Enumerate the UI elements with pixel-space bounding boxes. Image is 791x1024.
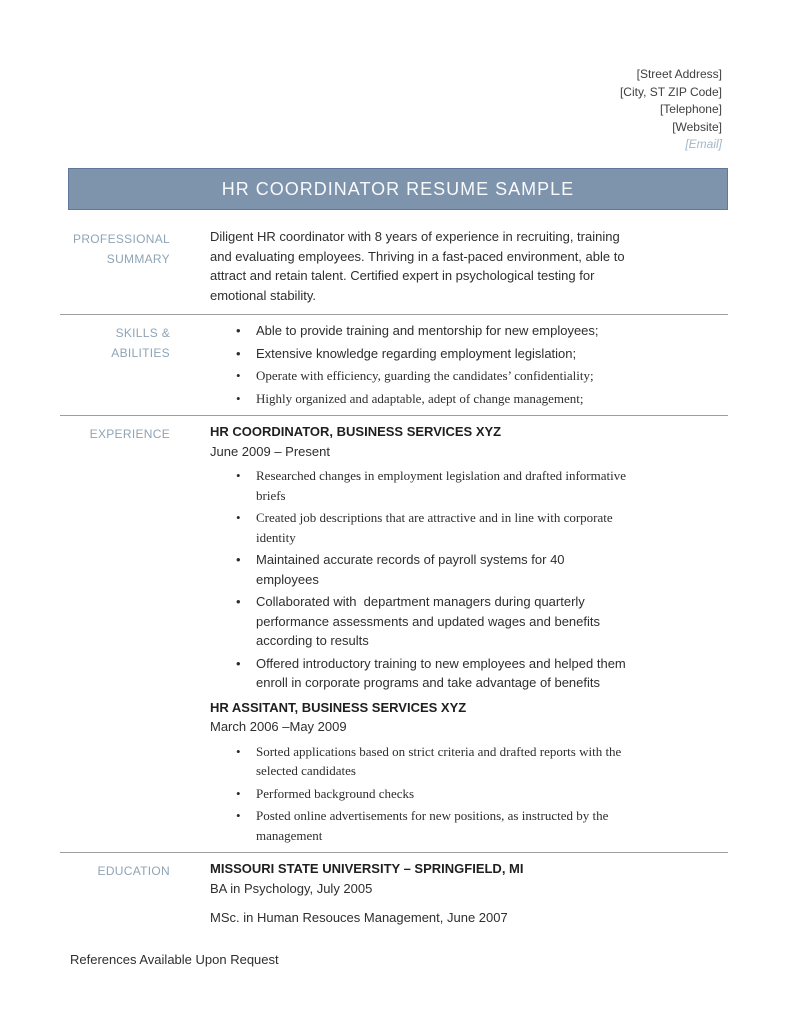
skill-item-4: • Highly organized and adaptable, adept of change management; — [210, 389, 628, 409]
education-degree-2: MSc. in Human Resouces Management, June 2007 — [210, 910, 508, 925]
job1-bullet-5: • Offered introductory training to new employees and helped them enroll in corporate programs and take advantage of benefits — [210, 654, 628, 693]
job2-bullet-list — [210, 742, 628, 846]
job1-bullet-3: • Maintained accurate records of payroll systems for 40 employees — [210, 550, 628, 589]
job2-bullet-3: • Posted online advertisements for new positions, as instructed by the management — [210, 806, 628, 845]
section-label-education: EDUCATION — [97, 864, 170, 878]
education-degree-1: BA in Psychology, July 2005 — [210, 880, 373, 896]
contact-telephone: [Telephone] — [659, 102, 722, 116]
section-skills-abilities — [60, 314, 728, 415]
skills-content — [210, 321, 628, 411]
section-education — [60, 852, 728, 932]
resume-body — [60, 225, 728, 967]
summary-content — [210, 227, 628, 305]
job1-bullet-2: • Created job descriptions that are attractive and in line with corporate identity — [210, 508, 628, 547]
title-banner — [68, 168, 728, 210]
section-label-professional-summary: PROFESSIONAL SUMMARY — [73, 232, 170, 266]
section-professional-summary — [60, 225, 728, 314]
contact-website: [Website] — [672, 119, 722, 134]
job2-dates: March 2006 –May 2009 — [210, 719, 347, 734]
skills-list — [210, 321, 628, 408]
skill-item-2: • Extensive knowledge regarding employment legislation; — [210, 344, 628, 364]
references-note: References Available Upon Request — [70, 951, 279, 967]
contact-street: [Street Address] — [636, 67, 722, 81]
job2-title: HR ASSITANT, BUSINESS SERVICES XYZ — [210, 699, 467, 715]
contact-block — [620, 66, 722, 154]
job1-bullet-4: • Collaborated with department managers during quarterly performance assessments and updated wages and benefits according to results — [210, 592, 628, 651]
contact-city: [City, ST ZIP Code] — [619, 84, 722, 99]
job2-bullet-2: • Performed background checks — [210, 784, 628, 804]
skill-item-3: • Operate with efficiency, guarding the candidates’ confidentiality; — [210, 366, 628, 386]
contact-email: [Email] — [685, 137, 722, 151]
skill-item-1: • Able to provide training and mentorship for new employees; — [210, 321, 628, 341]
education-content — [210, 859, 628, 928]
education-school: MISSOURI STATE UNIVERSITY – SPRINGFIELD, MI — [210, 861, 524, 876]
page-title: HR COORDINATOR RESUME SAMPLE — [221, 178, 575, 199]
job1-bullet-list — [210, 466, 628, 693]
job1-bullet-1: • Researched changes in employment legislation and drafted informative briefs — [210, 466, 628, 505]
job2-bullet-1: • Sorted applications based on strict criteria and drafted reports with the selected candidates — [210, 742, 628, 781]
experience-content — [210, 422, 628, 848]
job1-title: HR COORDINATOR, BUSINESS SERVICES XYZ — [210, 424, 502, 439]
section-label-skills-abilities: SKILLS & ABILITIES — [111, 326, 170, 360]
section-experience — [60, 415, 728, 852]
job1-dates: June 2009 – Present — [210, 443, 330, 459]
section-label-experience: EXPERIENCE — [89, 427, 170, 441]
summary-text: Diligent HR coordinator with 8 years of experience in recruiting, training and evaluating employees. Thriving in a fast-paced environment, able to attract and retain talent. Certified expert in psychological testing for emotional stability. — [210, 229, 625, 303]
